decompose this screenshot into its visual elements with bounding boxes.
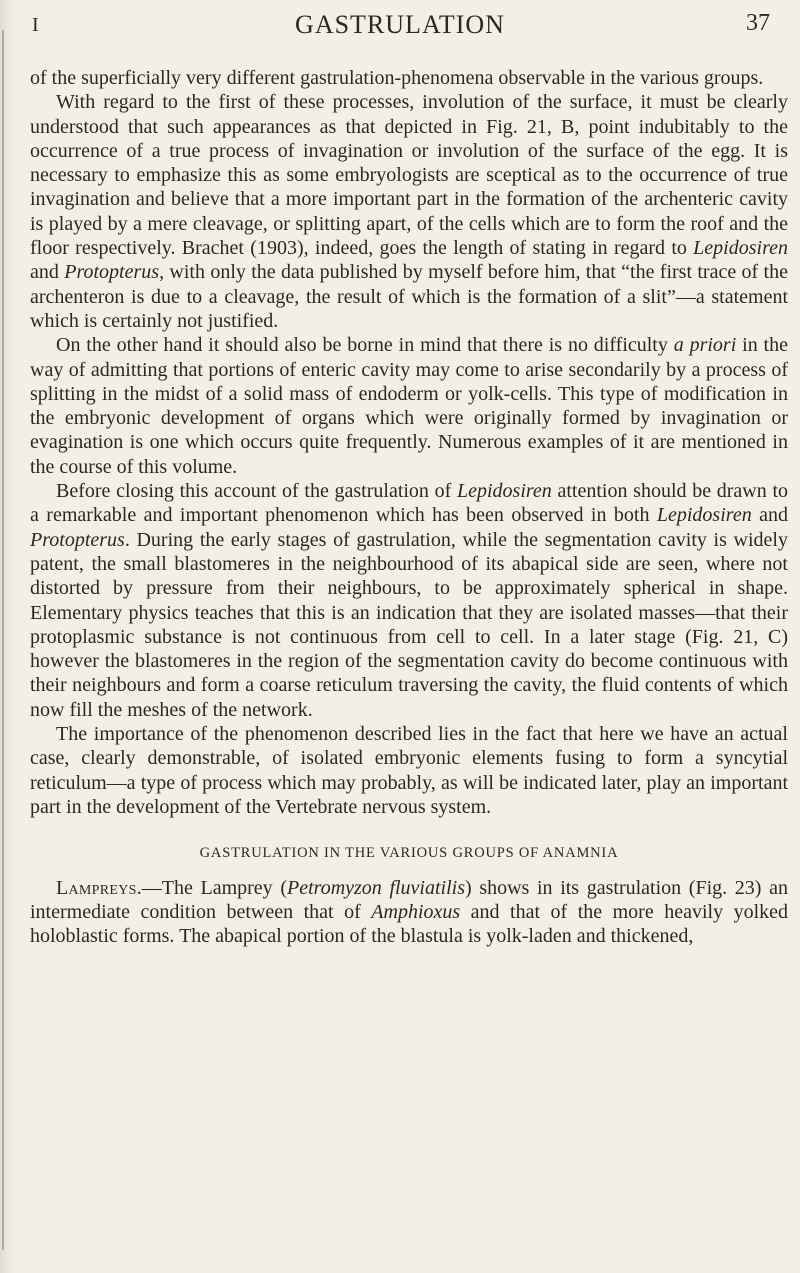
- chapter-number: I: [32, 14, 39, 36]
- taxon-name: Protopterus: [64, 261, 160, 284]
- body-text: [30, 66, 788, 948]
- page-number: 37: [746, 10, 770, 36]
- taxon-name: Petromyzon fluviatilis: [287, 876, 466, 899]
- paragraph: With regard to the first of these processes, involution of the surface, it must be clearly understood that such appearances as that depicted in Fig. 21, B, point indubitably to the occurrence of a true process of invagination or involution of the surface of the egg. It is necessary to emphasize this as some embryologists are sceptical as to the occurrence of true invagination and believe that a more important part in the formation of the archenteric cavity is played by a mere cleavage, or splitting apart, of the cells which are to form the roof and the floor respectively. Brachet (1903), indeed, goes the length of stating in regard to Lepidosiren and Protopterus, with only the data published by myself before him, that “the first trace of the archenteron is due to a cleavage, the result of which is the formation of a slit”—a statement which is certainly not justified.: [30, 91, 788, 332]
- taxon-name: Amphioxus: [371, 900, 461, 923]
- paragraph: Lampreys.—The Lamprey (Petromyzon fluviatilis) shows in its gastrulation (Fig. 23) an intermediate condition between that of Amphioxus and that of the more heavily yolked holoblastic forms. The abapical portion of the blastula is yolk-laden and thickened,: [30, 876, 789, 948]
- paragraph: On the other hand it should also be borne in mind that there is no difficulty a priori in the way of admitting that portions of enteric cavity may come to arise secondarily by a process of splitting in the midst of a solid mass of endoderm or yolk-cells. This type of modification in the embryonic development of organs which were originally formed by invagination or evagination is one which occurs quite frequently. Numerous examples of it are mentioned in the course of this volume.: [30, 334, 788, 478]
- binding-edge: [2, 30, 10, 1250]
- taxon-name: Lepidosiren: [693, 237, 788, 260]
- taxon-name: Lepidosiren: [656, 504, 752, 527]
- taxon-name: Protopterus: [30, 528, 125, 551]
- running-title: GASTRULATION: [295, 10, 505, 39]
- page-header: [20, 8, 780, 56]
- paragraph: of the superficially very different gastrulation-phenomena observable in the various groups.: [30, 67, 764, 89]
- paragraph: Before closing this account of the gastrulation of Lepidosiren attention should be drawn to a remarkable and important phenomenon which has been observed in both Lepidosiren and Protopterus. During the early stages of gastrulation, while the segmentation cavity is widely patent, the small blastomeres in the neighbourhood of its abapical side are seen, where not distorted by pressure from their neighbours, to be approximately spherical in shape. Elementary physics teaches that this is an indication that they are isolated masses—that their protoplasmic substance is not continuous from cell to cell. In a later stage (Fig. 21, C) however the blastomeres in the region of the segmentation cavity do become continuous with their neighbours and form a coarse reticulum traversing the cavity, the fluid contents of which now fill the meshes of the network.: [30, 480, 789, 721]
- section-heading: GASTRULATION IN THE VARIOUS GROUPS OF ANAMNIA: [199, 845, 619, 862]
- paragraph: The importance of the phenomenon described lies in the fact that here we have an actual case, clearly demonstrable, of isolated embryonic elements fusing to form a syncytial reticulum—a type of process which may probably, as will be indicated later, play an important part in the development of the Vertebrate nervous system.: [30, 723, 788, 818]
- taxon-name: Lepidosiren: [456, 480, 552, 503]
- latin-phrase: a priori: [673, 334, 737, 357]
- run-in-heading: Lampreys: [56, 876, 137, 899]
